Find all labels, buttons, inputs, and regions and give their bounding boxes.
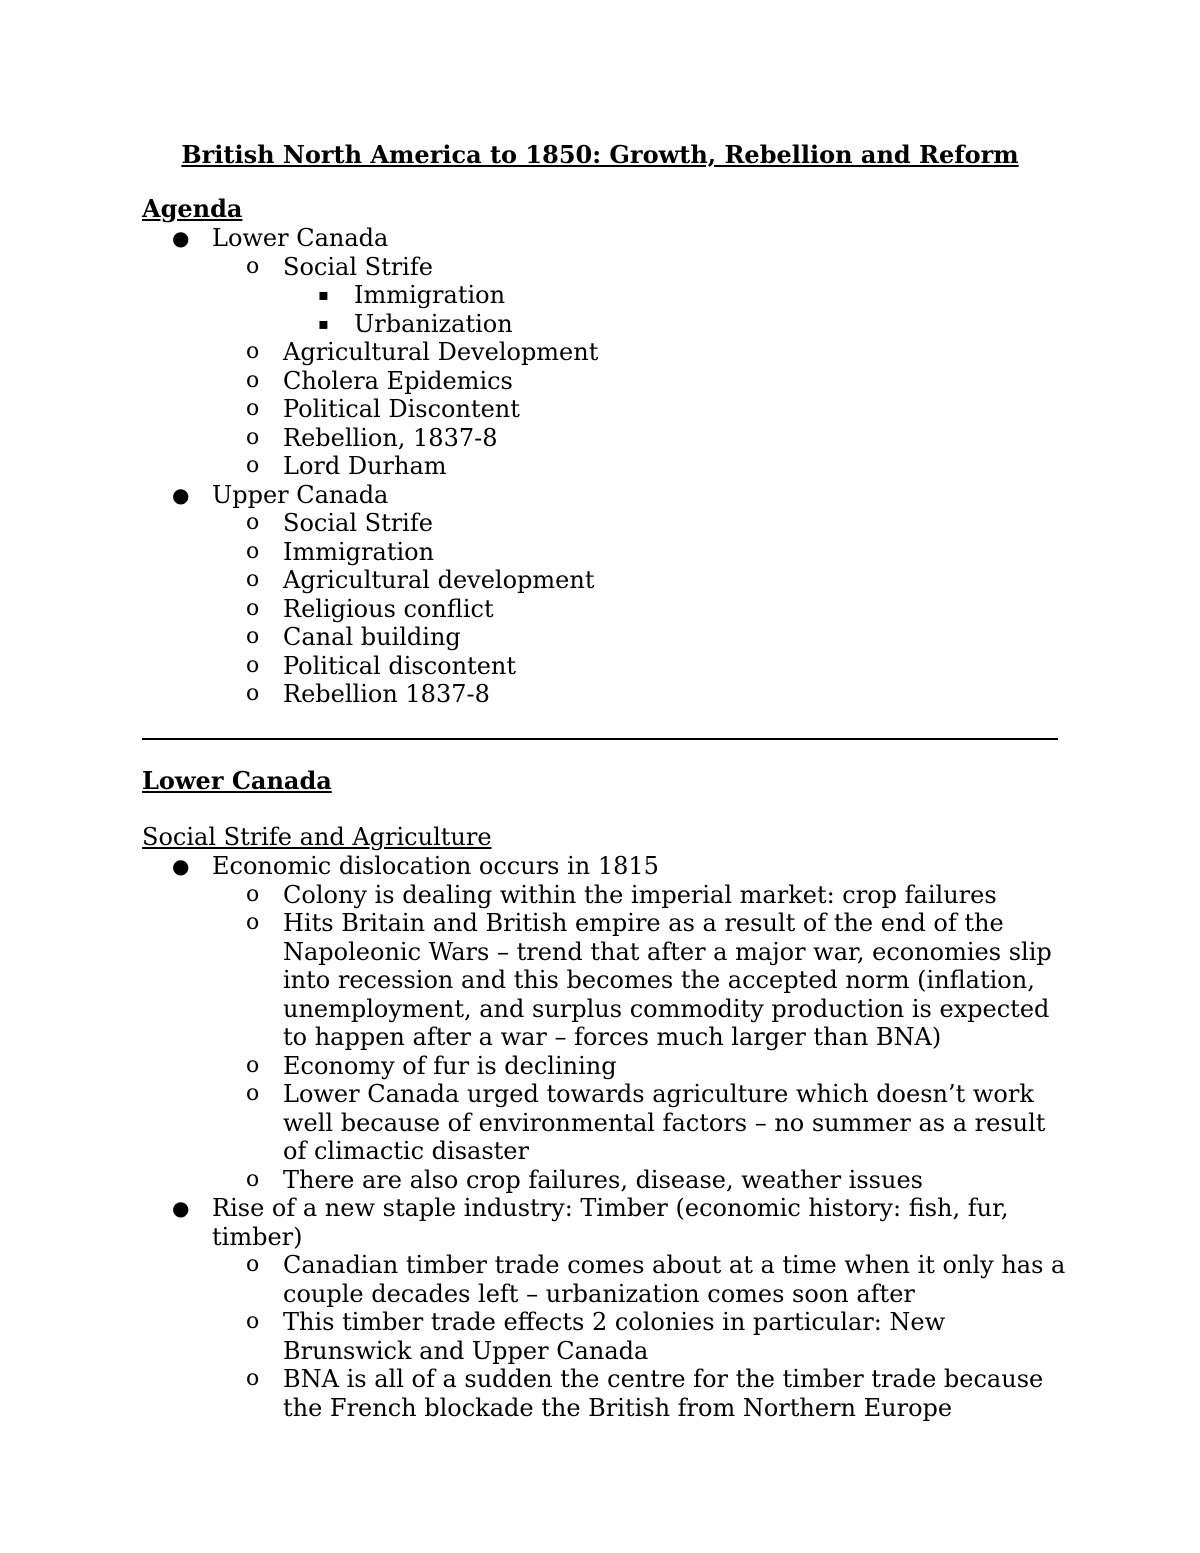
bullet-circle-icon: o xyxy=(246,595,260,621)
agenda-heading: Agenda xyxy=(142,194,243,223)
list-item xyxy=(142,1166,1072,1195)
list-item-text: Political discontent xyxy=(283,651,517,680)
list-item xyxy=(142,1365,1072,1422)
list-item xyxy=(142,367,1072,396)
bullet-circle-icon: o xyxy=(246,367,260,393)
bullet-circle-icon: o xyxy=(246,1309,260,1334)
list-item xyxy=(142,538,1072,567)
list-item-text: Urbanization xyxy=(354,309,513,338)
bullet-circle-icon: o xyxy=(246,910,260,935)
section-subheading: Social Strife and Agriculture xyxy=(142,823,492,851)
list-item-text: Hits Britain and British empire as a result of the end of the Napoleonic Wars – trend that after a major war, economies slip into recession and this becomes the accepted norm (inflation, unemployment, and surplus commodity production is expected to happen after a war – forces much larger than BNA) xyxy=(283,909,1052,1051)
bullet-circle-icon: o xyxy=(246,1252,260,1277)
bullet-circle-icon: o xyxy=(246,510,260,535)
list-item-text: Economy of fur is declining xyxy=(283,1051,617,1080)
list-item-text: BNA is all of a sudden the centre for the timber trade because the French blockade the British from Northern Europe xyxy=(283,1365,1044,1422)
list-item-text: Canadian timber trade comes about at a time when it only has a couple decades left – urbanization comes soon after xyxy=(283,1251,1066,1308)
list-item xyxy=(142,424,1072,453)
list-item xyxy=(142,652,1072,681)
list-item-text: Economic dislocation occurs in 1815 xyxy=(212,852,659,880)
list-item-text: Lower Canada xyxy=(212,224,389,252)
bullet-circle-icon: o xyxy=(246,1052,260,1078)
list-item-text: Agricultural development xyxy=(283,566,595,594)
bullet-circle-icon: o xyxy=(246,253,260,279)
list-item xyxy=(142,1308,1072,1365)
bullet-circle-icon: o xyxy=(246,881,260,907)
bullet-circle-icon: o xyxy=(246,1366,260,1391)
list-item-text: There are also crop failures, disease, weather issues xyxy=(283,1165,923,1194)
list-item xyxy=(142,281,1072,310)
list-item-text: Rise of a new staple industry: Timber (economic history: fish, fur, timber) xyxy=(212,1194,1009,1251)
list-item xyxy=(142,1080,1072,1166)
list-item xyxy=(142,395,1072,424)
bullet-disc-icon: ● xyxy=(172,482,190,507)
list-item-text: Colony is dealing within the imperial market: crop failures xyxy=(283,880,997,909)
bullet-circle-icon: o xyxy=(246,1166,260,1192)
list-item xyxy=(142,623,1072,652)
bullet-square-icon: ▪ xyxy=(318,285,329,304)
bullet-circle-icon: o xyxy=(246,1081,260,1106)
list-item xyxy=(142,1194,1072,1251)
bullet-circle-icon: o xyxy=(246,567,260,592)
list-item-text: Religious conflict xyxy=(283,594,494,623)
bullet-circle-icon: o xyxy=(246,538,260,564)
section-heading: Lower Canada xyxy=(142,766,332,795)
list-item xyxy=(142,224,1072,253)
list-item-text: Cholera Epidemics xyxy=(283,366,513,395)
bullet-circle-icon: o xyxy=(246,652,260,678)
list-item-text: Political Discontent xyxy=(283,395,520,423)
list-item xyxy=(142,852,1072,881)
list-item xyxy=(142,253,1072,282)
list-item xyxy=(142,310,1072,339)
agenda-list xyxy=(142,224,1072,709)
list-item-text: Social Strife xyxy=(283,252,433,281)
list-item xyxy=(142,452,1072,481)
list-item-text: Lord Durham xyxy=(283,452,447,480)
list-item-text: Social Strife xyxy=(283,509,433,537)
list-item xyxy=(142,338,1072,367)
bullet-circle-icon: o xyxy=(246,424,260,450)
list-item-text: Lower Canada urged towards agriculture which doesn’t work well because of environmental factors – no summer as a result of climactic disaster xyxy=(283,1080,1046,1165)
bullet-circle-icon: o xyxy=(246,339,260,364)
bullet-disc-icon: ● xyxy=(172,854,190,878)
bullet-square-icon: ▪ xyxy=(318,313,329,333)
lower-canada-section xyxy=(142,766,1072,1422)
agenda-block xyxy=(142,194,1072,709)
list-item xyxy=(142,680,1072,709)
list-item-text: Rebellion 1837-8 xyxy=(283,680,490,708)
list-item xyxy=(142,509,1072,538)
bullet-circle-icon: o xyxy=(246,396,260,421)
list-item-text: This timber trade effects 2 colonies in particular: New Brunswick and Upper Canada xyxy=(283,1308,946,1365)
bullet-circle-icon: o xyxy=(246,681,260,706)
list-item xyxy=(142,566,1072,595)
section-list xyxy=(142,852,1072,1422)
bullet-circle-icon: o xyxy=(246,453,260,478)
list-item xyxy=(142,909,1072,1052)
list-item xyxy=(142,1251,1072,1308)
bullet-disc-icon: ● xyxy=(172,226,190,250)
bullet-circle-icon: o xyxy=(246,624,260,649)
list-item-text: Upper Canada xyxy=(212,480,389,509)
list-item-text: Rebellion, 1837-8 xyxy=(283,423,498,452)
bullet-disc-icon: ● xyxy=(172,1196,190,1220)
list-item xyxy=(142,1052,1072,1081)
horizontal-divider xyxy=(142,738,1058,740)
list-item-text: Agricultural Development xyxy=(283,338,599,366)
list-item-text: Immigration xyxy=(283,537,435,566)
list-item xyxy=(142,881,1072,910)
list-item-text: Immigration xyxy=(354,281,506,309)
list-item xyxy=(142,595,1072,624)
list-item-text: Canal building xyxy=(283,623,461,651)
list-item xyxy=(142,481,1072,510)
document-title: British North America to 1850: Growth, Rebellion and Reform xyxy=(181,140,1019,169)
